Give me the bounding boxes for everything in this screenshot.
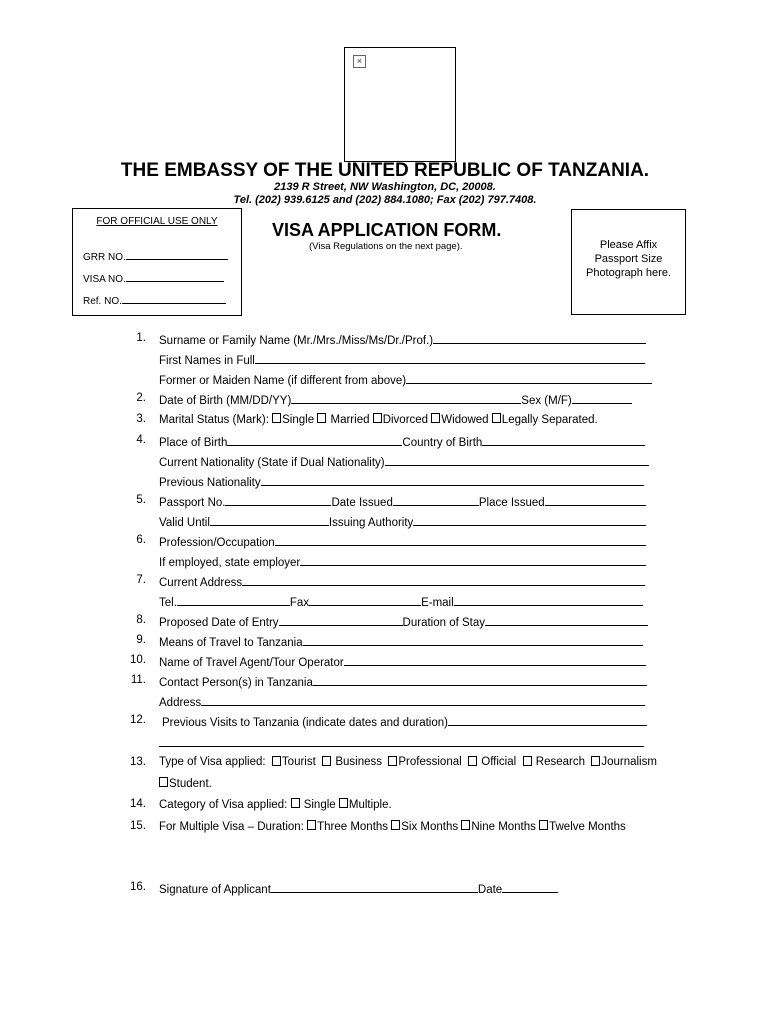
agent-input[interactable] xyxy=(344,654,646,666)
item-number: 12. xyxy=(130,714,146,726)
form-row-previous-nationality xyxy=(0,474,770,492)
form-row-multiple-duration xyxy=(0,820,770,838)
journalism-checkbox[interactable] xyxy=(591,756,600,766)
previous-visits-extra-line[interactable] xyxy=(159,735,644,747)
photo-line-1: Please Affix xyxy=(599,239,658,251)
married-checkbox[interactable] xyxy=(317,413,326,423)
grr-number-field[interactable]: GRR NO. xyxy=(83,250,228,263)
travel-means-input[interactable] xyxy=(303,634,643,646)
form-row-agent xyxy=(0,654,770,672)
current-nationality-label: Current Nationality (State if Dual Nationality) xyxy=(159,457,385,469)
student-option: Student. xyxy=(169,778,212,790)
item-number: 5. xyxy=(136,494,146,506)
divorced-checkbox[interactable] xyxy=(373,413,382,423)
multi-duration-label: For Multiple Visa – Duration: xyxy=(159,821,304,833)
signature-input[interactable] xyxy=(271,881,478,893)
first-names-label: First Names in Full xyxy=(159,355,255,367)
maiden-name-label: Former or Maiden Name (if different from above) xyxy=(159,375,407,387)
form-row-contact-person xyxy=(0,674,770,692)
previous-visits-label: Previous Visits to Tanzania (indicate dates and duration) xyxy=(162,717,448,729)
item-number: 6. xyxy=(136,534,146,546)
passport-label: Passport No. xyxy=(159,497,226,509)
single-option: Single xyxy=(282,414,315,426)
form-row-previous-visits xyxy=(0,714,770,732)
agent-label: Name of Travel Agent/Tour Operator xyxy=(159,657,344,669)
three-months-checkbox[interactable] xyxy=(307,820,316,830)
form-row-visa-category xyxy=(0,798,770,816)
embassy-title: THE EMBASSY OF THE UNITED REPUBLIC OF TANZANIA. xyxy=(120,160,650,181)
surname-input[interactable] xyxy=(433,332,646,344)
sex-input[interactable] xyxy=(572,392,632,404)
country-birth-input[interactable] xyxy=(482,434,645,446)
profession-label: Profession/Occupation xyxy=(159,537,275,549)
photo-line-3: Photograph here. xyxy=(585,267,671,279)
date-input[interactable] xyxy=(502,881,558,893)
dob-label: Date of Birth (MM/DD/YY) xyxy=(159,395,292,407)
address-input[interactable] xyxy=(242,574,645,586)
item-number: 11. xyxy=(130,674,146,686)
category-multiple-checkbox[interactable] xyxy=(339,798,348,808)
employer-input[interactable] xyxy=(300,554,646,566)
valid-until-label: Valid Until xyxy=(159,517,210,529)
marital-label: Marital Status (Mark): xyxy=(159,414,269,426)
tel-input[interactable] xyxy=(177,594,290,606)
item-number: 9. xyxy=(136,634,146,646)
form-row-dob xyxy=(0,392,770,410)
ref-number-field[interactable]: Ref. NO. xyxy=(83,294,226,307)
form-row-place-of-birth xyxy=(0,434,770,452)
form-row-signature xyxy=(0,881,770,899)
form-row-valid-until xyxy=(0,514,770,532)
visa-number-field[interactable]: VISA NO. xyxy=(83,272,224,285)
embassy-address: 2139 R Street, NW Washington, DC, 20008. xyxy=(274,181,496,193)
duration-input[interactable] xyxy=(485,614,648,626)
six-months-checkbox[interactable] xyxy=(391,820,400,830)
three-months-option: Three Months xyxy=(317,821,389,833)
separated-checkbox[interactable] xyxy=(492,413,501,423)
photo-box xyxy=(571,209,686,315)
previous-nationality-label: Previous Nationality xyxy=(159,477,261,489)
entry-date-label: Proposed Date of Entry xyxy=(159,617,279,629)
entry-date-input[interactable] xyxy=(279,614,403,626)
item-number: 7. xyxy=(136,574,146,586)
date-label: Date xyxy=(477,884,503,896)
professional-option: Professional xyxy=(398,756,462,768)
nine-months-option: Nine Months xyxy=(471,821,536,833)
form-row-visa-type xyxy=(0,756,770,774)
nine-months-checkbox[interactable] xyxy=(461,820,470,830)
widowed-option: Widowed xyxy=(441,414,489,426)
address-label: Current Address xyxy=(159,577,243,589)
pob-label: Place of Birth xyxy=(159,437,228,449)
fax-label: Fax xyxy=(289,597,310,609)
item-number: 15. xyxy=(130,820,146,832)
contact-address-input[interactable] xyxy=(201,694,645,706)
category-single-option: Single xyxy=(303,799,336,811)
embassy-crest-image xyxy=(344,47,456,162)
item-number: 16. xyxy=(130,881,146,893)
maiden-name-input[interactable] xyxy=(406,372,652,384)
research-option: Research xyxy=(535,756,585,768)
divorced-option: Divorced xyxy=(382,414,429,426)
form-row-current-nationality xyxy=(0,454,770,472)
category-single-checkbox[interactable] xyxy=(291,798,300,808)
student-checkbox[interactable] xyxy=(159,777,168,787)
research-checkbox[interactable] xyxy=(523,756,532,766)
form-row-maiden-name xyxy=(0,372,770,390)
fax-input[interactable] xyxy=(309,594,421,606)
form-title: VISA APPLICATION FORM. xyxy=(272,220,502,240)
contact-address-label: Address xyxy=(159,697,202,709)
category-label: Category of Visa applied: xyxy=(159,799,288,811)
form-row-first-names xyxy=(0,352,770,370)
date-issued-input[interactable] xyxy=(393,494,479,506)
embassy-contact-numbers: Tel. (202) 939.6125 and (202) 884.1080; Fax (202) 797.7408. xyxy=(233,194,537,206)
issuing-authority-label: Issuing Authority xyxy=(328,517,414,529)
business-option: Business xyxy=(335,756,383,768)
profession-input[interactable] xyxy=(275,534,646,546)
place-issued-input[interactable] xyxy=(545,494,646,506)
tel-label: Tel. xyxy=(159,597,177,609)
form-row-contact-details xyxy=(0,594,770,612)
employer-label: If employed, state employer xyxy=(159,557,301,569)
official-use-box xyxy=(72,208,242,316)
passport-input[interactable] xyxy=(225,494,331,506)
travel-means-label: Means of Travel to Tanzania xyxy=(159,637,303,649)
separated-option: Legally Separated. xyxy=(501,414,598,426)
form-row-visa-type-student xyxy=(0,777,770,795)
category-multiple-option: Multiple. xyxy=(348,799,392,811)
item-number: 2. xyxy=(136,392,146,404)
country-birth-label: Country of Birth xyxy=(402,437,483,449)
pob-input[interactable] xyxy=(227,434,402,446)
email-label: E-mail xyxy=(421,597,454,609)
form-row-surname xyxy=(0,332,770,350)
item-number: 3. xyxy=(136,413,146,425)
widowed-checkbox[interactable] xyxy=(431,413,440,423)
tourist-option: Tourist xyxy=(281,756,316,768)
professional-checkbox[interactable] xyxy=(388,756,397,766)
previous-visits-input[interactable] xyxy=(448,714,647,726)
valid-until-input[interactable] xyxy=(210,514,329,526)
item-number: 13. xyxy=(130,756,146,768)
six-months-option: Six Months xyxy=(401,821,459,833)
place-issued-label: Place Issued xyxy=(478,497,545,509)
signature-label: Signature of Applicant xyxy=(159,884,271,896)
item-number: 14. xyxy=(130,798,146,810)
current-nationality-input[interactable] xyxy=(385,454,649,466)
surname-label: Surname or Family Name (Mr./Mrs./Miss/Ms/Dr./Prof.) xyxy=(159,335,434,347)
form-row-entry xyxy=(0,614,770,632)
journalism-option: Journalism xyxy=(601,756,657,768)
twelve-months-checkbox[interactable] xyxy=(539,820,548,830)
twelve-months-option: Twelve Months xyxy=(549,821,626,833)
photo-line-2: Passport Size xyxy=(594,253,663,265)
married-option: Married xyxy=(330,414,370,426)
business-checkbox[interactable] xyxy=(322,756,331,766)
single-checkbox[interactable] xyxy=(272,413,281,423)
sex-label: Sex (M/F) xyxy=(521,395,572,407)
form-row-address xyxy=(0,574,770,592)
first-names-input[interactable] xyxy=(255,352,645,364)
item-number: 4. xyxy=(136,434,146,446)
contact-person-input[interactable] xyxy=(313,674,647,686)
form-row-profession xyxy=(0,534,770,552)
item-number: 8. xyxy=(136,614,146,626)
tourist-checkbox[interactable] xyxy=(272,756,281,766)
duration-label: Duration of Stay xyxy=(402,617,486,629)
dob-input[interactable] xyxy=(291,392,521,404)
form-row-passport xyxy=(0,494,770,512)
visa-type-label: Type of Visa applied: xyxy=(159,756,266,768)
form-row-employer xyxy=(0,554,770,572)
official-checkbox[interactable] xyxy=(468,756,477,766)
form-row-contact-address xyxy=(0,694,770,712)
contact-person-label: Contact Person(s) in Tanzania xyxy=(159,677,313,689)
issuing-authority-input[interactable] xyxy=(413,514,646,526)
previous-nationality-input[interactable] xyxy=(261,474,644,486)
broken-image-icon: × xyxy=(353,55,366,68)
official-use-heading: FOR OFFICIAL USE ONLY xyxy=(96,216,218,227)
item-number: 10. xyxy=(130,654,146,666)
official-option: Official xyxy=(481,756,517,768)
item-number: 1. xyxy=(136,332,146,344)
form-row-travel xyxy=(0,634,770,652)
date-issued-label: Date Issued xyxy=(331,497,393,509)
form-subtitle: (Visa Regulations on the next page). xyxy=(309,241,463,252)
form-row-marital xyxy=(0,413,770,431)
email-input[interactable] xyxy=(454,594,643,606)
